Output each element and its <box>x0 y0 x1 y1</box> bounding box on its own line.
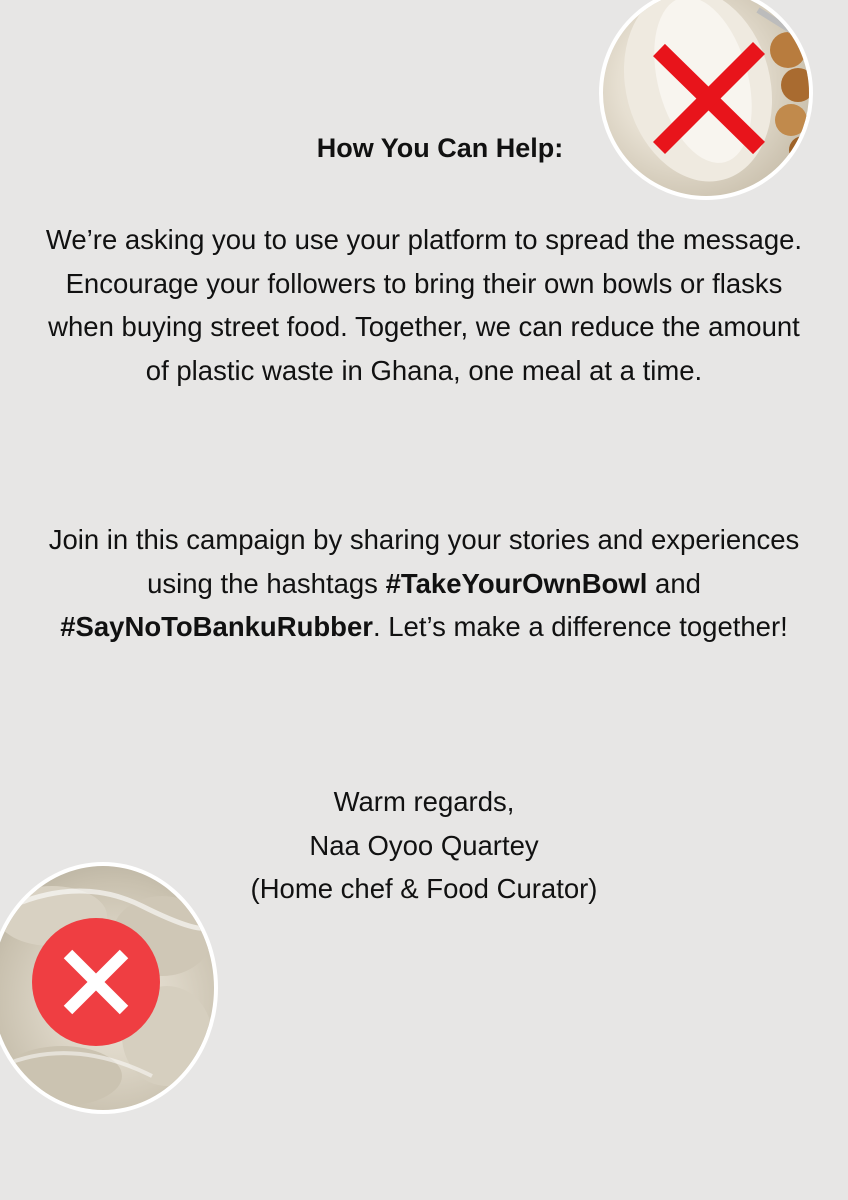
campaign-intro-text: Join in this campaign by sharing your stories and experiences using the hashtags <box>48 524 800 599</box>
section-heading: How You Can Help: <box>316 133 564 163</box>
wrapped-food-photo-bottom <box>0 862 218 1114</box>
red-circle-x-icon <box>0 866 218 1114</box>
red-x-cross-icon <box>603 0 813 200</box>
paragraph-help: We’re asking you to use your platform to spread the message. Encourage your followers to bring their own bowls or flasks when buying street food. Together, we can reduce the amount of plastic waste in Ghana, one meal at a time. <box>45 224 803 386</box>
wrapped-food-photo-top <box>599 0 813 200</box>
hashtag-say-no-to-banku-rubber: #SayNoToBankuRubber <box>60 611 373 642</box>
signature-name: Naa Oyoo Quartey <box>309 829 539 861</box>
signature-title: (Home chef & Food Curator) <box>250 873 598 904</box>
campaign-outro-text: . Let’s make a difference together! <box>372 611 788 642</box>
campaign-joiner-text: and <box>647 567 701 599</box>
signature-closing: Warm regards, <box>333 786 515 817</box>
hashtag-take-your-own-bowl: #TakeYourOwnBowl <box>385 567 648 599</box>
paragraph-campaign <box>40 518 808 649</box>
